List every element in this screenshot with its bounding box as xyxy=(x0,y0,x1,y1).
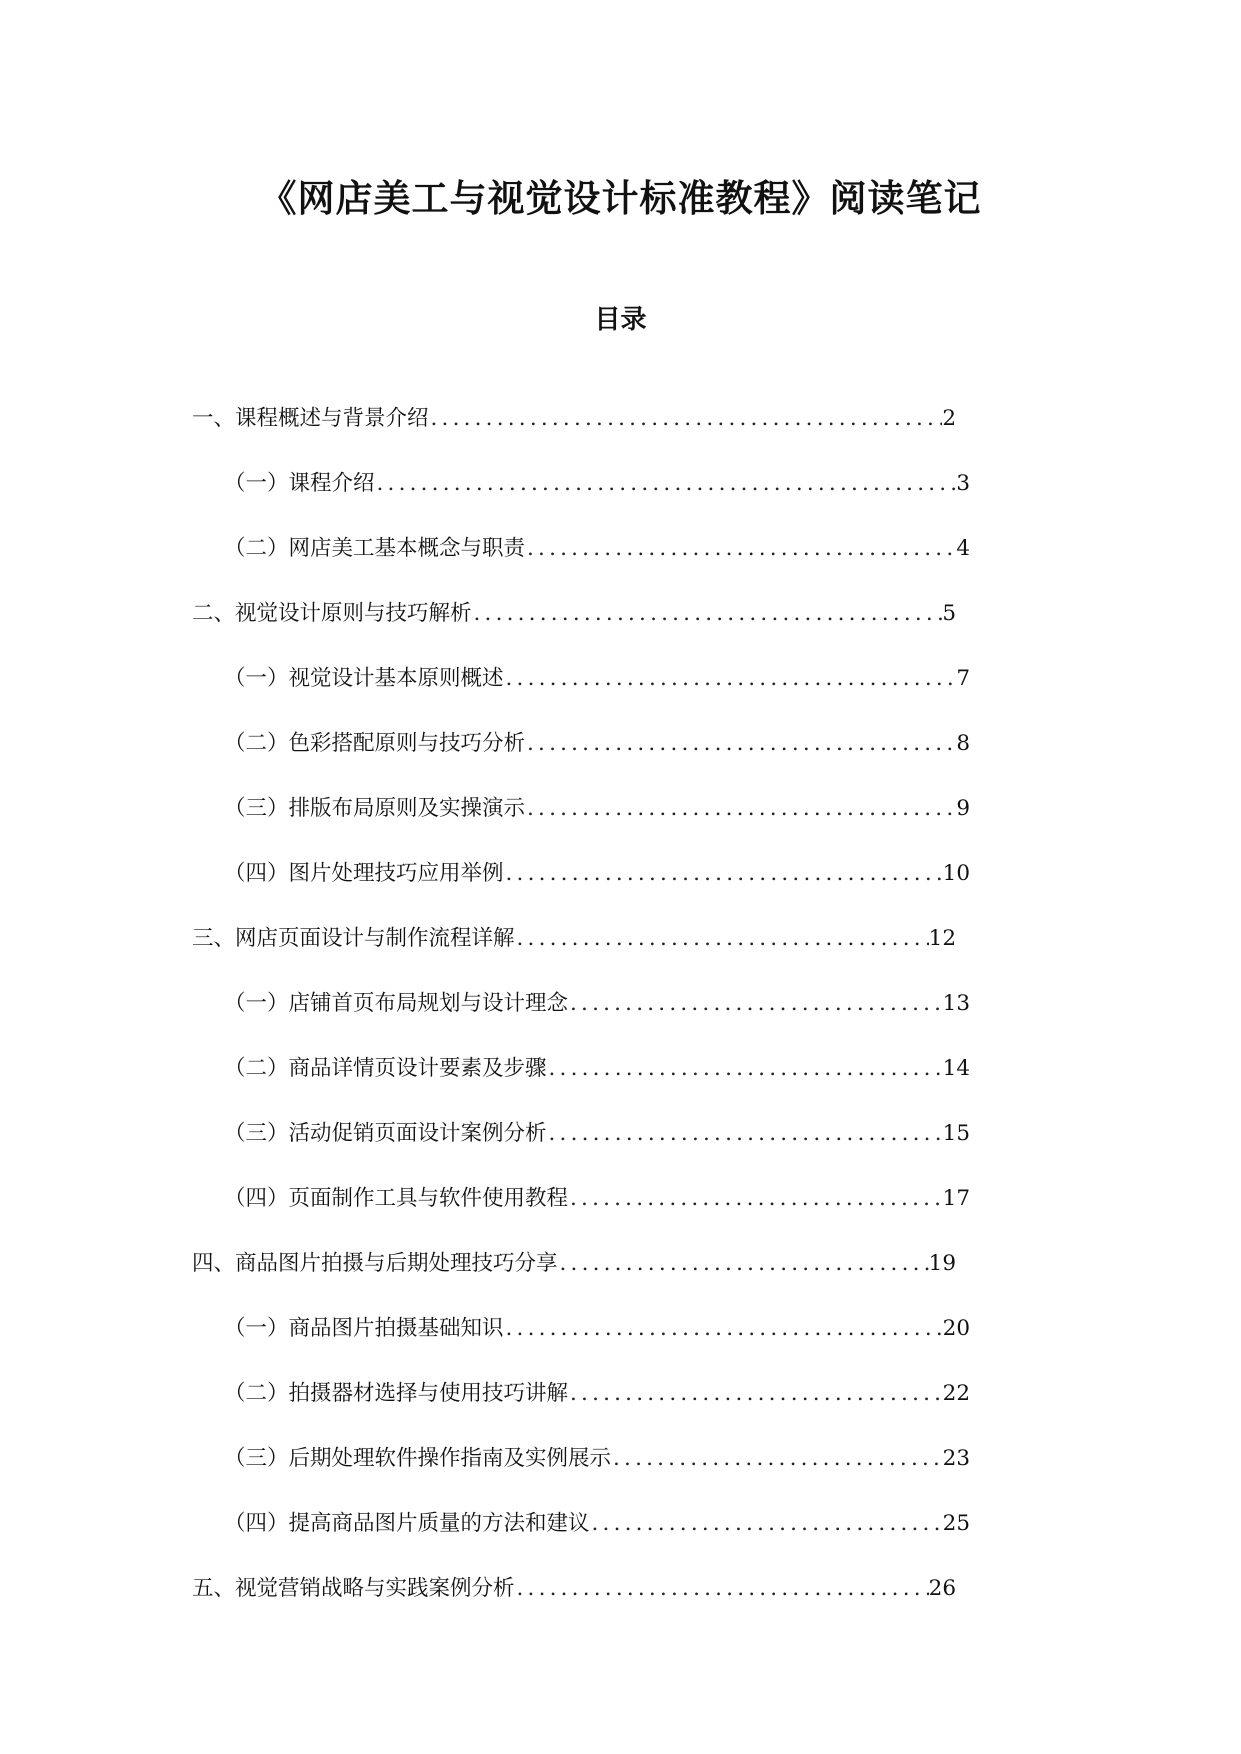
toc-entry-label: 四、商品图片拍摄与后期处理技巧分享 xyxy=(192,1250,558,1276)
toc-entry-page: 7 xyxy=(956,665,970,691)
toc-entry-label: （二）网店美工基本概念与职责 xyxy=(224,535,526,561)
toc-entry-page: 12 xyxy=(928,925,956,951)
toc-entry[interactable] xyxy=(0,711,970,776)
toc-entry-label: 三、网店页面设计与制作流程详解 xyxy=(192,925,515,951)
toc-dot-leader xyxy=(570,989,943,1019)
toc-heading: 目录 xyxy=(594,304,647,335)
toc-entry-page: 8 xyxy=(956,730,970,756)
toc-entry-page: 22 xyxy=(942,1380,970,1406)
toc-entry-label: （四）图片处理技巧应用举例 xyxy=(224,860,504,886)
toc-dot-leader xyxy=(570,1379,943,1409)
toc-entry-page: 17 xyxy=(942,1185,970,1211)
toc-entry-label: （三）后期处理软件操作指南及实例展示 xyxy=(224,1445,612,1471)
toc-entry-page: 26 xyxy=(928,1575,956,1601)
toc-entry-label: （一）店铺首页布局规划与设计理念 xyxy=(224,990,569,1016)
toc-entry-label: （二）色彩搭配原则与技巧分析 xyxy=(224,730,526,756)
toc-entry-page: 13 xyxy=(942,990,970,1016)
toc-dot-leader xyxy=(506,859,943,889)
toc-entry-label: （一）视觉设计基本原则概述 xyxy=(224,665,504,691)
toc-entry[interactable] xyxy=(0,1166,970,1231)
toc-entry-label: （一）商品图片拍摄基础知识 xyxy=(224,1315,504,1341)
toc-entry[interactable] xyxy=(0,646,970,711)
toc-entry-page: 23 xyxy=(942,1445,970,1471)
toc-dot-leader xyxy=(506,1314,943,1344)
toc-entry-label: （二）商品详情页设计要素及步骤 xyxy=(224,1055,547,1081)
toc-dot-leader xyxy=(527,729,956,759)
toc-dot-leader xyxy=(474,599,943,629)
toc-entry[interactable] xyxy=(0,1036,970,1101)
toc-entry-label: 五、视觉营销战略与实践案例分析 xyxy=(192,1575,515,1601)
toc-entry-page: 14 xyxy=(942,1055,970,1081)
toc-entry[interactable] xyxy=(0,386,956,451)
toc-entry[interactable] xyxy=(0,776,970,841)
toc-dot-leader xyxy=(560,1249,929,1279)
toc-entry[interactable] xyxy=(0,841,970,906)
toc-entry[interactable] xyxy=(0,1361,970,1426)
toc-dot-leader xyxy=(570,1184,943,1214)
toc-dot-leader xyxy=(527,534,956,564)
toc-entry-label: 一、课程概述与背景介绍 xyxy=(192,405,429,431)
toc-entry[interactable] xyxy=(0,451,970,516)
toc-dot-leader xyxy=(549,1054,943,1084)
toc-entry-page: 4 xyxy=(956,535,970,561)
toc-entry-label: （三）活动促销页面设计案例分析 xyxy=(224,1120,547,1146)
toc-entry-label: （四）页面制作工具与软件使用教程 xyxy=(224,1185,569,1211)
toc-entry-page: 19 xyxy=(928,1250,956,1276)
toc-dot-leader xyxy=(517,1574,929,1604)
toc-entry[interactable] xyxy=(0,1426,970,1491)
toc-entry-label: （三）排版布局原则及实操演示 xyxy=(224,795,526,821)
toc-entry[interactable] xyxy=(0,581,956,646)
toc-entry-page: 20 xyxy=(942,1315,970,1341)
toc-entry[interactable] xyxy=(0,516,970,581)
toc-dot-leader xyxy=(613,1444,943,1474)
toc-entry[interactable] xyxy=(0,1101,970,1166)
toc-entry-label: 二、视觉设计原则与技巧解析 xyxy=(192,600,472,626)
toc-entry-page: 3 xyxy=(956,470,970,496)
toc-entry[interactable] xyxy=(0,1491,970,1556)
toc-entry-label: （四）提高商品图片质量的方法和建议 xyxy=(224,1510,590,1536)
toc-dot-leader xyxy=(592,1509,943,1539)
toc-dot-leader xyxy=(506,664,957,694)
toc-entry[interactable] xyxy=(0,971,970,1036)
toc-entry-page: 5 xyxy=(942,600,956,626)
document-title: 《网店美工与视觉设计标准教程》阅读笔记 xyxy=(259,175,982,220)
toc-entry-page: 10 xyxy=(942,860,970,886)
toc-dot-leader xyxy=(549,1119,943,1149)
toc-entry-page: 2 xyxy=(942,405,956,431)
toc-entry[interactable] xyxy=(0,1296,970,1361)
toc-entry[interactable] xyxy=(0,906,956,971)
toc-entry-page: 9 xyxy=(956,795,970,821)
toc-entry[interactable] xyxy=(0,1231,956,1296)
table-of-contents xyxy=(0,386,1241,1621)
toc-entry[interactable] xyxy=(0,1556,956,1621)
toc-dot-leader xyxy=(377,469,957,499)
toc-dot-leader xyxy=(431,404,943,434)
toc-dot-leader xyxy=(517,924,929,954)
toc-entry-label: （一）课程介绍 xyxy=(224,470,375,496)
toc-entry-label: （二）拍摄器材选择与使用技巧讲解 xyxy=(224,1380,569,1406)
toc-entry-page: 25 xyxy=(942,1510,970,1536)
toc-entry-page: 15 xyxy=(942,1120,970,1146)
toc-dot-leader xyxy=(527,794,956,824)
